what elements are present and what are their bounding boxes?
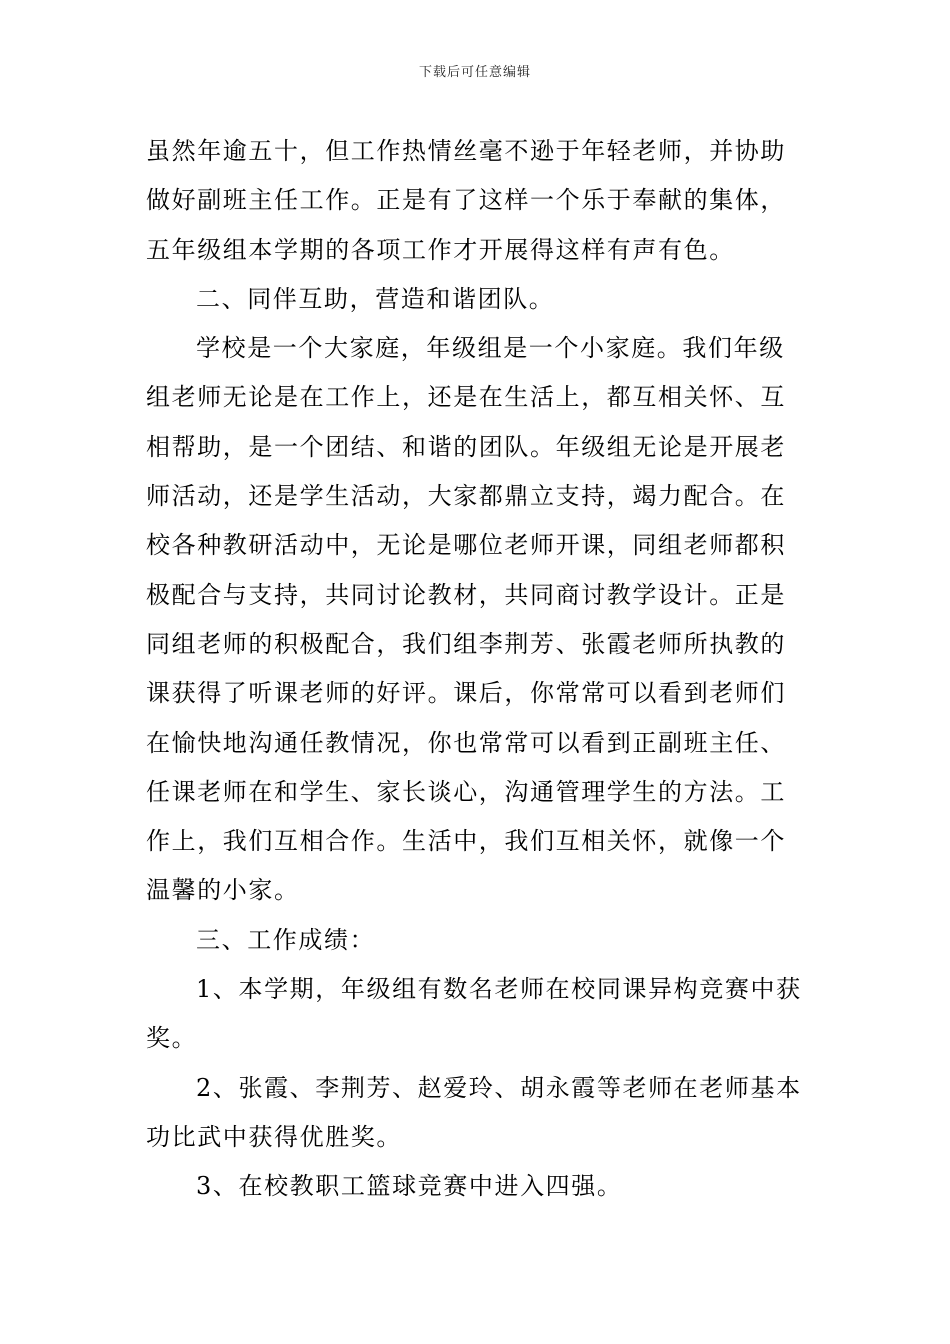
- paragraph: [146, 965, 806, 1064]
- paragraph-line: 3、在校教职工篮球竞赛中进入四强。: [196, 1172, 623, 1201]
- paragraph-line: 1、本学期，年级组有数名老师在校同课异构竞赛中获: [196, 975, 802, 1004]
- paragraph-line: 任课老师在和学生、家长谈心，沟通管理学生的方法。工: [146, 777, 786, 806]
- paragraph-line: 功比武中获得优胜奖。: [146, 1122, 402, 1151]
- paragraph: [146, 1162, 806, 1211]
- paragraph: [146, 275, 806, 324]
- paragraph-line: 极配合与支持，共同讨论教材，共同商讨教学设计。正是: [146, 580, 786, 609]
- paragraph-line: 在愉快地沟通任教情况，你也常常可以看到正副班主任、: [146, 728, 786, 757]
- paragraph-line: 2、张霞、李荆芳、赵爱玲、胡永霞等老师在老师基本: [196, 1073, 802, 1102]
- paragraph-line: 五年级组本学期的各项工作才开展得这样有声有色。: [146, 235, 735, 264]
- paragraph-line: 校各种教研活动中，无论是哪位老师开课，同组老师都积: [146, 531, 786, 560]
- page-header: 下载后可任意编辑: [418, 65, 531, 80]
- paragraph-line: 课获得了听课老师的好评。课后，你常常可以看到老师们: [146, 679, 786, 708]
- paragraph: [146, 1064, 806, 1163]
- paragraph-line: 奖。: [146, 1024, 198, 1053]
- paragraph-line: 师活动，还是学生活动，大家都鼎立支持，竭力配合。在: [146, 482, 786, 511]
- paragraph-line: 学校是一个大家庭，年级组是一个小家庭。我们年级: [196, 334, 785, 363]
- paragraph-line: 同组老师的积极配合，我们组李荆芳、张霞老师所执教的: [146, 629, 786, 658]
- paragraph-line: 温馨的小家。: [146, 876, 300, 905]
- paragraph-line: 组老师无论是在工作上，还是在生活上，都互相关怀、互: [146, 383, 786, 412]
- paragraph-line: 相帮助，是一个团结、和谐的团队。年级组无论是开展老: [146, 432, 786, 461]
- paragraph-line: 三、工作成绩：: [196, 925, 376, 954]
- paragraph: [146, 916, 806, 965]
- paragraph-line: 作上，我们互相合作。生活中，我们互相关怀，就像一个: [146, 827, 786, 856]
- document-body: [146, 127, 806, 1212]
- paragraph: [146, 324, 806, 916]
- paragraph-line: 二、同伴互助，营造和谐团队。: [196, 284, 555, 313]
- paragraph: [146, 127, 806, 275]
- paragraph-line: 虽然年逾五十，但工作热情丝毫不逊于年轻老师，并协助: [146, 137, 786, 165]
- paragraph-line: 做好副班主任工作。正是有了这样一个乐于奉献的集体，: [146, 186, 786, 215]
